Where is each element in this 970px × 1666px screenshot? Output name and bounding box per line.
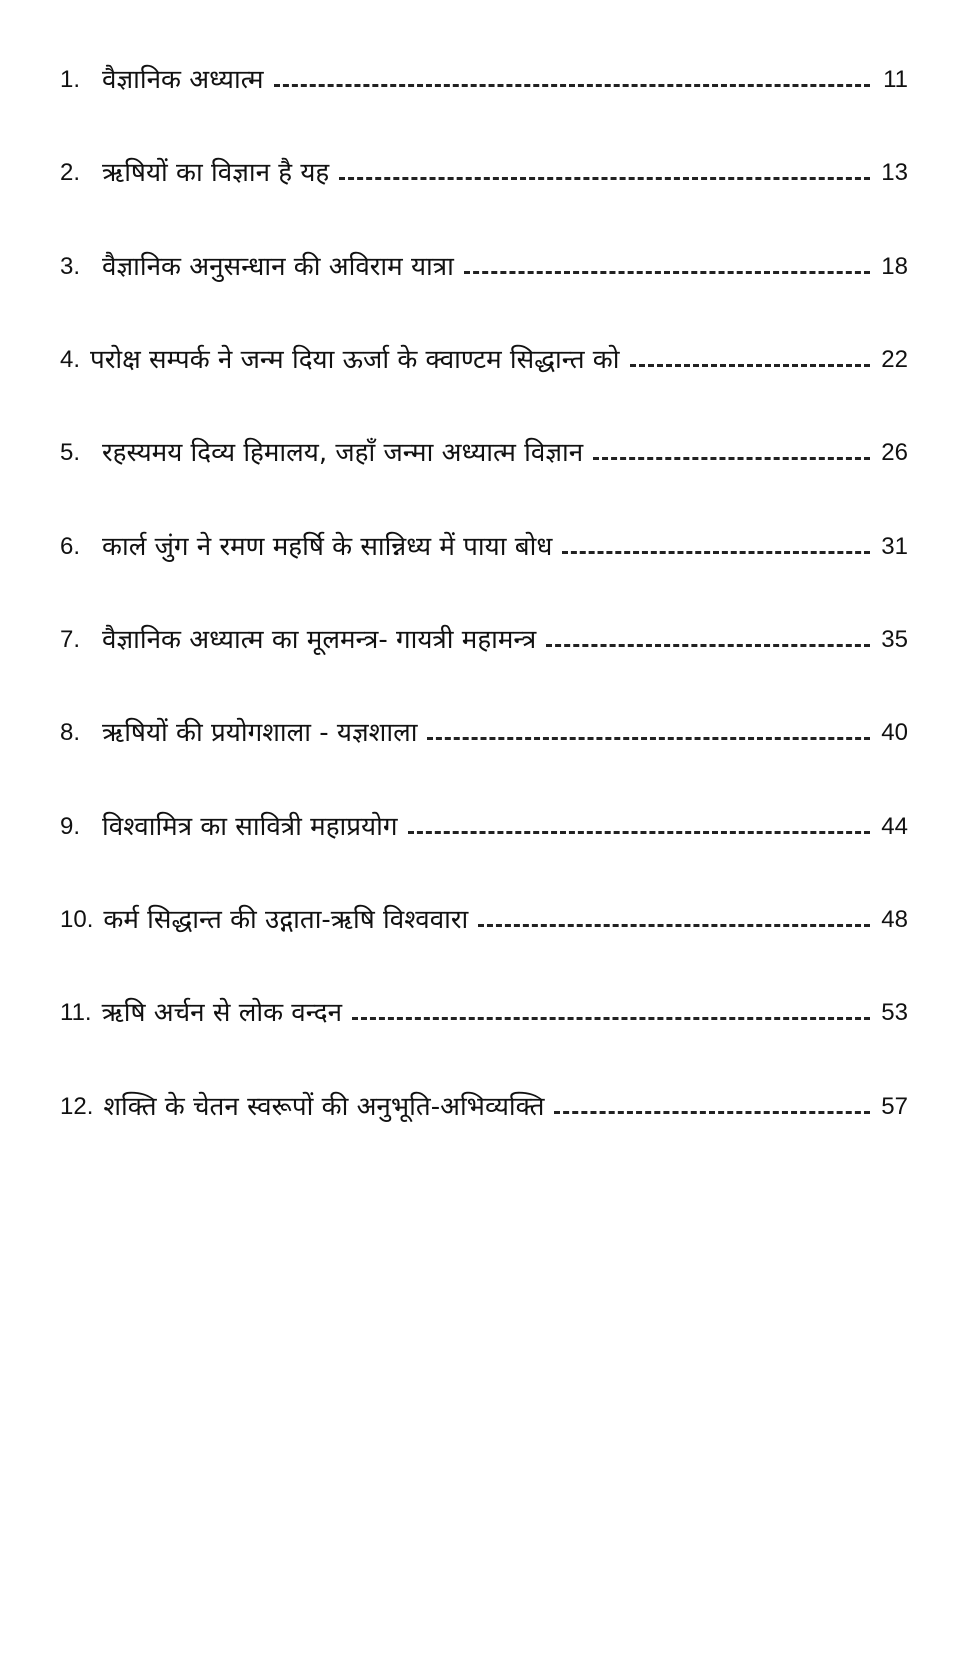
toc-entry-number: 2. — [60, 159, 81, 186]
toc-entry-page: 44 — [881, 813, 908, 840]
toc-entry-title: वैज्ञानिक अध्यात्म — [102, 65, 264, 95]
toc-entry-page: 57 — [881, 1093, 908, 1120]
toc-entry-title: कर्म सिद्धान्त की उद्गाता-ऋषि विश्ववारा — [103, 905, 469, 935]
dotted-leader — [339, 177, 870, 180]
toc-entry[interactable] — [60, 330, 908, 380]
toc-entry-title: शक्ति के चेतन स्वरूपों की अनुभूति-अभिव्यक्ति — [103, 1092, 545, 1122]
toc-entry-number: 9. — [60, 813, 81, 840]
toc-entry[interactable] — [60, 517, 908, 567]
toc-entry-page: 48 — [881, 906, 908, 933]
toc-entry-page: 22 — [881, 346, 908, 373]
toc-entry-title: रहस्यमय दिव्य हिमालय, जहाँ जन्मा अध्यात्म विज्ञान — [102, 438, 584, 468]
toc-entry-title: कार्ल जुंग ने रमण महर्षि के सान्निध्य में पाया बोध — [102, 532, 553, 562]
toc-entry-title: वैज्ञानिक अध्यात्म का मूलमन्त्र- गायत्री महामन्त्र — [102, 625, 537, 655]
toc-entry[interactable] — [60, 1077, 908, 1127]
dotted-leader — [478, 924, 870, 927]
toc-entry-page: 31 — [881, 533, 908, 560]
toc-entry-page: 18 — [881, 253, 908, 280]
toc-entry[interactable] — [60, 703, 908, 753]
dotted-leader — [630, 364, 870, 367]
dotted-leader — [562, 551, 870, 554]
toc-entry-number: 1. — [60, 66, 81, 93]
toc-entry-number: 6. — [60, 533, 81, 560]
dotted-leader — [554, 1111, 870, 1114]
toc-entry-number: 3. — [60, 253, 81, 280]
toc-entry-title: विश्वामित्र का सावित्री महाप्रयोग — [102, 812, 398, 842]
dotted-leader — [408, 831, 871, 834]
toc-entry-number: 5. — [60, 439, 81, 466]
toc-entry-page: 11 — [883, 66, 908, 93]
toc-entry-number: 7. — [60, 626, 81, 653]
toc-entry-page: 35 — [881, 626, 908, 653]
toc-entry[interactable] — [60, 890, 908, 940]
toc-entry[interactable] — [60, 50, 908, 100]
dotted-leader — [427, 737, 870, 740]
toc-entry-number: 4. — [60, 346, 81, 373]
toc-entry-number: 10. — [60, 906, 94, 933]
toc-entry[interactable] — [60, 797, 908, 847]
toc-entry-title: ऋषियों का विज्ञान है यह — [102, 158, 330, 188]
toc-entry[interactable] — [60, 143, 908, 193]
toc-entry-number: 12. — [60, 1093, 94, 1120]
toc-entry-title: ऋषि अर्चन से लोक वन्दन — [101, 998, 343, 1028]
toc-entry-page: 40 — [881, 719, 908, 746]
toc-entry[interactable] — [60, 983, 908, 1033]
dotted-leader — [593, 457, 870, 460]
toc-entry[interactable] — [60, 237, 908, 287]
toc-entry[interactable] — [60, 610, 908, 660]
toc-entry-title: वैज्ञानिक अनुसन्धान की अविराम यात्रा — [102, 252, 454, 282]
dotted-leader — [274, 84, 870, 87]
toc-entry-page: 53 — [881, 999, 908, 1026]
toc-entry-number: 11. — [60, 999, 92, 1026]
toc-entry-title: ऋषियों की प्रयोगशाला - यज्ञशाला — [102, 718, 418, 748]
toc-entry-page: 13 — [881, 159, 908, 186]
dotted-leader — [352, 1017, 870, 1020]
toc-entry-page: 26 — [881, 439, 908, 466]
dotted-leader — [546, 644, 870, 647]
toc-entry-title: परोक्ष सम्पर्क ने जन्म दिया ऊर्जा के क्वाण्टम सिद्धान्त को — [90, 345, 620, 375]
dotted-leader — [464, 271, 870, 274]
toc-entry[interactable] — [60, 423, 908, 473]
toc-entry-number: 8. — [60, 719, 81, 746]
